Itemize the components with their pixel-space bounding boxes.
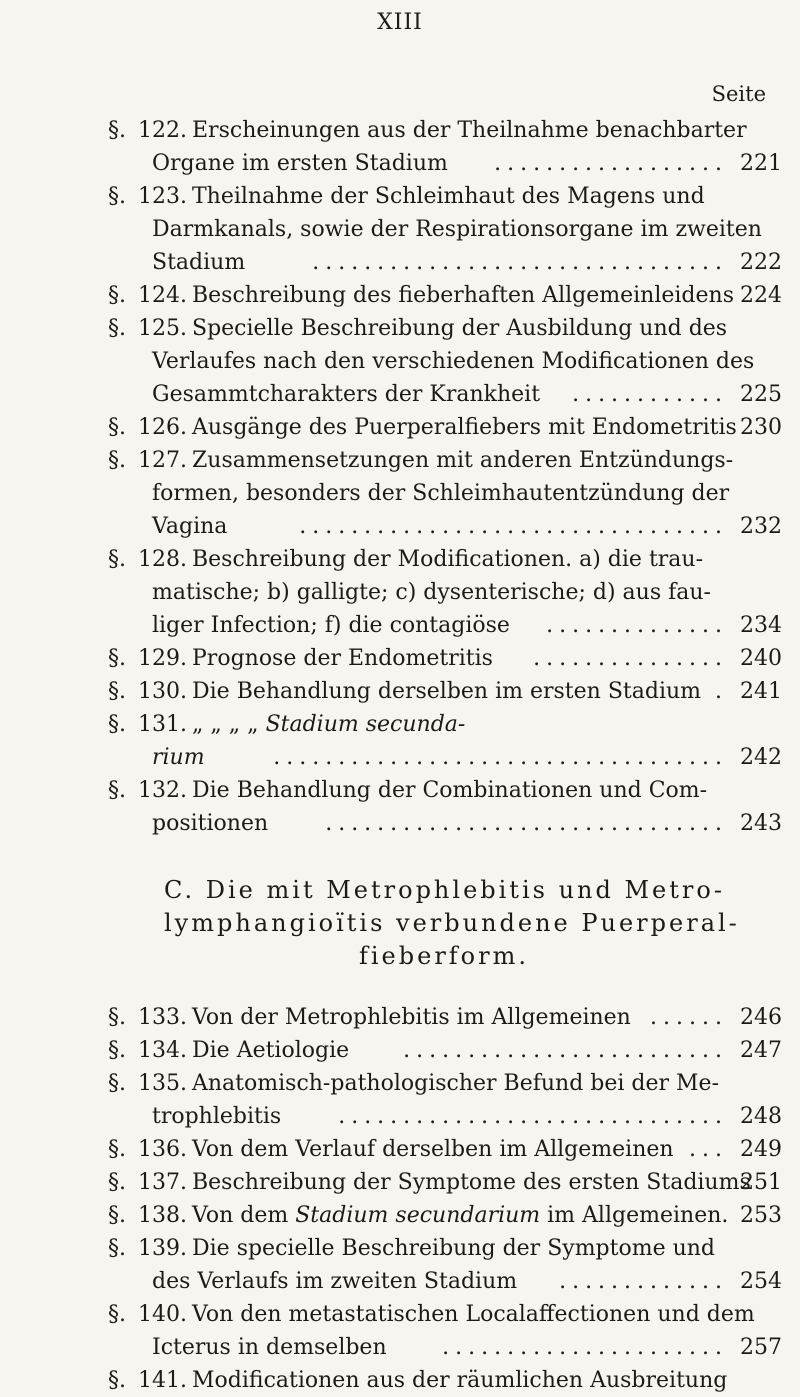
page-reference: 241 <box>740 679 782 704</box>
toc-entry <box>108 774 782 840</box>
section-symbol: §. <box>108 679 126 704</box>
toc-entry-line <box>108 114 782 147</box>
toc-entry-line <box>108 411 782 444</box>
toc-entry-line <box>112 378 782 411</box>
section-label <box>108 642 218 675</box>
page-reference: 240 <box>740 646 782 671</box>
entry-title-text: Organe im ersten Stadium <box>152 151 448 176</box>
toc-entry <box>108 1232 782 1298</box>
section-label <box>108 279 218 312</box>
page-reference: 230 <box>740 415 782 440</box>
toc-entry-line <box>112 807 782 840</box>
section-symbol: §. <box>108 1137 126 1162</box>
page-reference: 257 <box>740 1335 782 1360</box>
entry-title-text: Darmkanals, sowie der Respirationsorgane im zweiten <box>152 217 762 242</box>
leader-dots: ...................... <box>442 1335 728 1360</box>
entry-title-text: „ „ „ „ Stadium secunda- <box>192 712 466 737</box>
table-of-contents <box>108 114 782 1397</box>
section-number: 135. <box>138 1071 187 1096</box>
toc-entry-line <box>112 1100 782 1133</box>
entry-title-text: Die Aetiologie <box>192 1038 350 1063</box>
entry-title-text: matische; b) galligte; c) dysenterische; d) aus fau- <box>152 580 711 605</box>
page-reference: 221 <box>740 151 782 176</box>
section-number: 141. <box>138 1368 187 1393</box>
section-symbol: §. <box>108 1038 126 1063</box>
section-label <box>108 312 218 345</box>
section-number: 129. <box>138 646 187 671</box>
section-symbol: §. <box>108 1203 126 1228</box>
entry-title-text: Von dem Verlauf derselben im Allgemeinen <box>192 1137 674 1162</box>
toc-entry-line <box>112 477 782 510</box>
toc-entry-line <box>108 312 782 345</box>
leader-dots: .................. <box>494 151 728 176</box>
section-number: 132. <box>138 778 187 803</box>
section-label <box>108 1034 218 1067</box>
toc-entry <box>108 642 782 675</box>
entry-title-text: Modificationen aus der räumlichen Ausbreitung <box>192 1368 728 1393</box>
page-reference: 225 <box>740 382 782 407</box>
section-number: 133. <box>138 1005 187 1030</box>
entry-title-text: trophlebitis <box>152 1104 282 1129</box>
toc-entry-line <box>108 1034 782 1067</box>
toc-entry-line <box>108 279 782 312</box>
page-reference: 246 <box>740 1005 782 1030</box>
section-label <box>108 1067 218 1100</box>
section-label <box>108 774 218 807</box>
toc-entry-line <box>112 213 782 246</box>
entry-title-text: formen, besonders der Schleimhautentzündung der <box>152 481 730 506</box>
italic-segment: Stadium secunda- <box>265 712 466 737</box>
page-reference: 247 <box>740 1038 782 1063</box>
section-symbol: §. <box>108 1368 126 1393</box>
entry-title-text: Von dem Stadium secundarium im Allgemeinen. <box>192 1203 729 1228</box>
section-symbol: §. <box>108 448 126 473</box>
section-label <box>108 114 218 147</box>
toc-entry-line <box>108 642 782 675</box>
section-symbol: §. <box>108 316 126 341</box>
toc-entry-line <box>112 246 782 279</box>
leader-dots: ... <box>689 1137 728 1162</box>
toc-entry-line <box>112 510 782 543</box>
heading-line: C. Die mit Metrophlebitis und Metro- <box>164 876 725 904</box>
page-reference: 242 <box>740 745 782 770</box>
toc-entry <box>108 1034 782 1067</box>
section-number: 136. <box>138 1137 187 1162</box>
entry-title-text: Theilnahme der Schleimhaut des Magens und <box>192 184 705 209</box>
page-reference: 251 <box>740 1170 782 1195</box>
italic-segment: Stadium secundarium <box>295 1203 541 1228</box>
page-reference: 254 <box>740 1269 782 1294</box>
page-reference: 253 <box>740 1203 782 1228</box>
section-label <box>108 444 218 477</box>
section-label <box>108 1232 218 1265</box>
toc-entry-line <box>108 1199 782 1232</box>
entry-title-text: Beschreibung der Symptome des ersten Stadiums <box>192 1170 751 1195</box>
section-symbol: §. <box>108 1170 126 1195</box>
toc-entry-line <box>108 675 782 708</box>
toc-entry-line <box>112 741 782 774</box>
leader-dots: ................................. <box>299 514 728 539</box>
toc-entry-line <box>108 1133 782 1166</box>
entry-title-text: Erscheinungen aus der Theilnahme benachbarter <box>192 118 747 143</box>
toc-entry <box>108 675 782 708</box>
section-symbol: §. <box>108 547 126 572</box>
entry-title-text: Vagina <box>152 514 228 539</box>
section-number: 126. <box>138 415 187 440</box>
section-symbol: §. <box>108 118 126 143</box>
toc-entry-line <box>108 774 782 807</box>
entry-title-text: Beschreibung der Modificationen. a) die trau- <box>192 547 704 572</box>
section-symbol: §. <box>108 712 126 737</box>
section-number: 123. <box>138 184 187 209</box>
toc-entry-line <box>108 444 782 477</box>
toc-entry-line <box>112 576 782 609</box>
section-number: 125. <box>138 316 187 341</box>
section-label <box>108 1298 218 1331</box>
entry-title-text: Die Behandlung der Combinationen und Com- <box>192 778 708 803</box>
heading-line: fieberform. <box>359 942 529 970</box>
section-number: 134. <box>138 1038 187 1063</box>
toc-entry-line <box>112 147 782 180</box>
entry-title-text: Die Behandlung derselben im ersten Stadium <box>192 679 702 704</box>
entry-title-text: Beschreibung des fieberhaften Allgemeinleidens <box>192 283 734 308</box>
entry-title-text: Verlaufes nach den verschiedenen Modificationen des <box>152 349 755 374</box>
heading-line: lymphangioïtis verbundene Puerperal- <box>164 909 740 937</box>
entry-title-text: Zusammensetzungen mit anderen Entzündungs- <box>192 448 734 473</box>
entry-title-text: Specielle Beschreibung der Ausbildung und des <box>192 316 728 341</box>
leader-dots: ................................... <box>273 745 728 770</box>
section-label <box>108 543 218 576</box>
page-number: XIII <box>377 10 423 35</box>
entry-title-text: Prognose der Endometritis <box>192 646 493 671</box>
leader-dots: ............................... <box>325 811 728 836</box>
section-label <box>108 1133 218 1166</box>
section-number: 140. <box>138 1302 187 1327</box>
section-symbol: §. <box>108 1302 126 1327</box>
entry-title-text: Von den metastatischen Localaffectionen und dem <box>192 1302 755 1327</box>
toc-entry-line <box>112 1265 782 1298</box>
page-reference: 224 <box>740 283 782 308</box>
section-number: 124. <box>138 283 187 308</box>
toc-entry-line <box>112 345 782 378</box>
toc-entry-line <box>108 1232 782 1265</box>
entry-title-text: Gesammtcharakters der Krankheit <box>152 382 541 407</box>
toc-entry <box>108 1166 782 1199</box>
page-reference: 234 <box>740 613 782 638</box>
section-label <box>108 411 218 444</box>
leader-dots: . <box>715 679 728 704</box>
toc-entry <box>108 1001 782 1034</box>
toc-entry <box>108 1199 782 1232</box>
toc-entry <box>108 1133 782 1166</box>
toc-entry <box>108 1298 782 1364</box>
section-number: 131. <box>138 712 187 737</box>
section-label <box>108 1166 218 1199</box>
leader-dots: ......................... <box>403 1038 728 1063</box>
section-number: 138. <box>138 1203 187 1228</box>
entry-title-text: liger Infection; f) die contagiöse <box>152 613 510 638</box>
section-heading <box>112 874 740 973</box>
section-number: 139. <box>138 1236 187 1261</box>
section-label <box>108 675 218 708</box>
page-reference: 248 <box>740 1104 782 1129</box>
section-label <box>108 1364 218 1397</box>
leader-dots: ............. <box>559 1269 728 1294</box>
toc-entry <box>108 411 782 444</box>
toc-entry <box>108 279 782 312</box>
section-symbol: §. <box>108 1071 126 1096</box>
toc-entry <box>108 708 782 774</box>
leader-dots: ...... <box>650 1005 728 1030</box>
toc-entry <box>108 114 782 180</box>
entry-title-text: Icterus in demselben <box>152 1335 387 1360</box>
section-symbol: §. <box>108 646 126 671</box>
toc-entry-line <box>108 1298 782 1331</box>
entry-title-text: Von der Metrophlebitis im Allgemeinen <box>192 1005 631 1030</box>
leader-dots: ............... <box>533 646 728 671</box>
section-number: 130. <box>138 679 187 704</box>
section-symbol: §. <box>108 184 126 209</box>
toc-entry-line <box>108 708 782 741</box>
section-symbol: §. <box>108 778 126 803</box>
section-number: 128. <box>138 547 187 572</box>
page-reference: 232 <box>740 514 782 539</box>
toc-entry-line <box>108 1067 782 1100</box>
entry-title-text: Anatomisch-pathologischer Befund bei der Me- <box>192 1071 720 1096</box>
toc-entry <box>108 1364 782 1397</box>
entry-title-text: Stadium <box>152 250 246 275</box>
toc-entry-line <box>112 1331 782 1364</box>
section-label <box>108 1199 218 1232</box>
section-label <box>108 708 218 741</box>
page-column-header: Seite <box>711 82 766 106</box>
entry-title-text: Ausgänge des Puerperalfiebers mit Endometritis <box>192 415 737 440</box>
section-label <box>108 180 218 213</box>
section-number: 122. <box>138 118 187 143</box>
page-reference: 243 <box>740 811 782 836</box>
entry-title-text: Die specielle Beschreibung der Symptome und <box>192 1236 716 1261</box>
section-label <box>108 1001 218 1034</box>
page-reference: 222 <box>740 250 782 275</box>
page-reference: 249 <box>740 1137 782 1162</box>
toc-entry <box>108 312 782 411</box>
toc-entry-line <box>108 1001 782 1034</box>
entry-title-text: des Verlaufs im zweiten Stadium <box>152 1269 518 1294</box>
toc-entry-line <box>108 180 782 213</box>
leader-dots: ................................ <box>312 250 728 275</box>
toc-entry <box>108 444 782 543</box>
entry-title-text: positionen <box>152 811 269 836</box>
section-number: 137. <box>138 1170 187 1195</box>
section-number: 127. <box>138 448 187 473</box>
section-symbol: §. <box>108 1236 126 1261</box>
leader-dots: ............ <box>572 382 728 407</box>
toc-entry-line <box>112 609 782 642</box>
toc-entry-line <box>108 543 782 576</box>
toc-entry-line <box>108 1166 782 1199</box>
toc-entries-before <box>108 114 782 840</box>
leader-dots: .............. <box>546 613 728 638</box>
section-symbol: §. <box>108 415 126 440</box>
toc-entries-after <box>108 1001 782 1397</box>
toc-entry <box>108 180 782 279</box>
toc-entry <box>108 543 782 642</box>
toc-entry <box>108 1067 782 1133</box>
entry-title-text: rium <box>152 745 205 770</box>
section-symbol: §. <box>108 283 126 308</box>
toc-entry-line <box>108 1364 782 1397</box>
leader-dots: .............................. <box>338 1104 728 1129</box>
section-symbol: §. <box>108 1005 126 1030</box>
